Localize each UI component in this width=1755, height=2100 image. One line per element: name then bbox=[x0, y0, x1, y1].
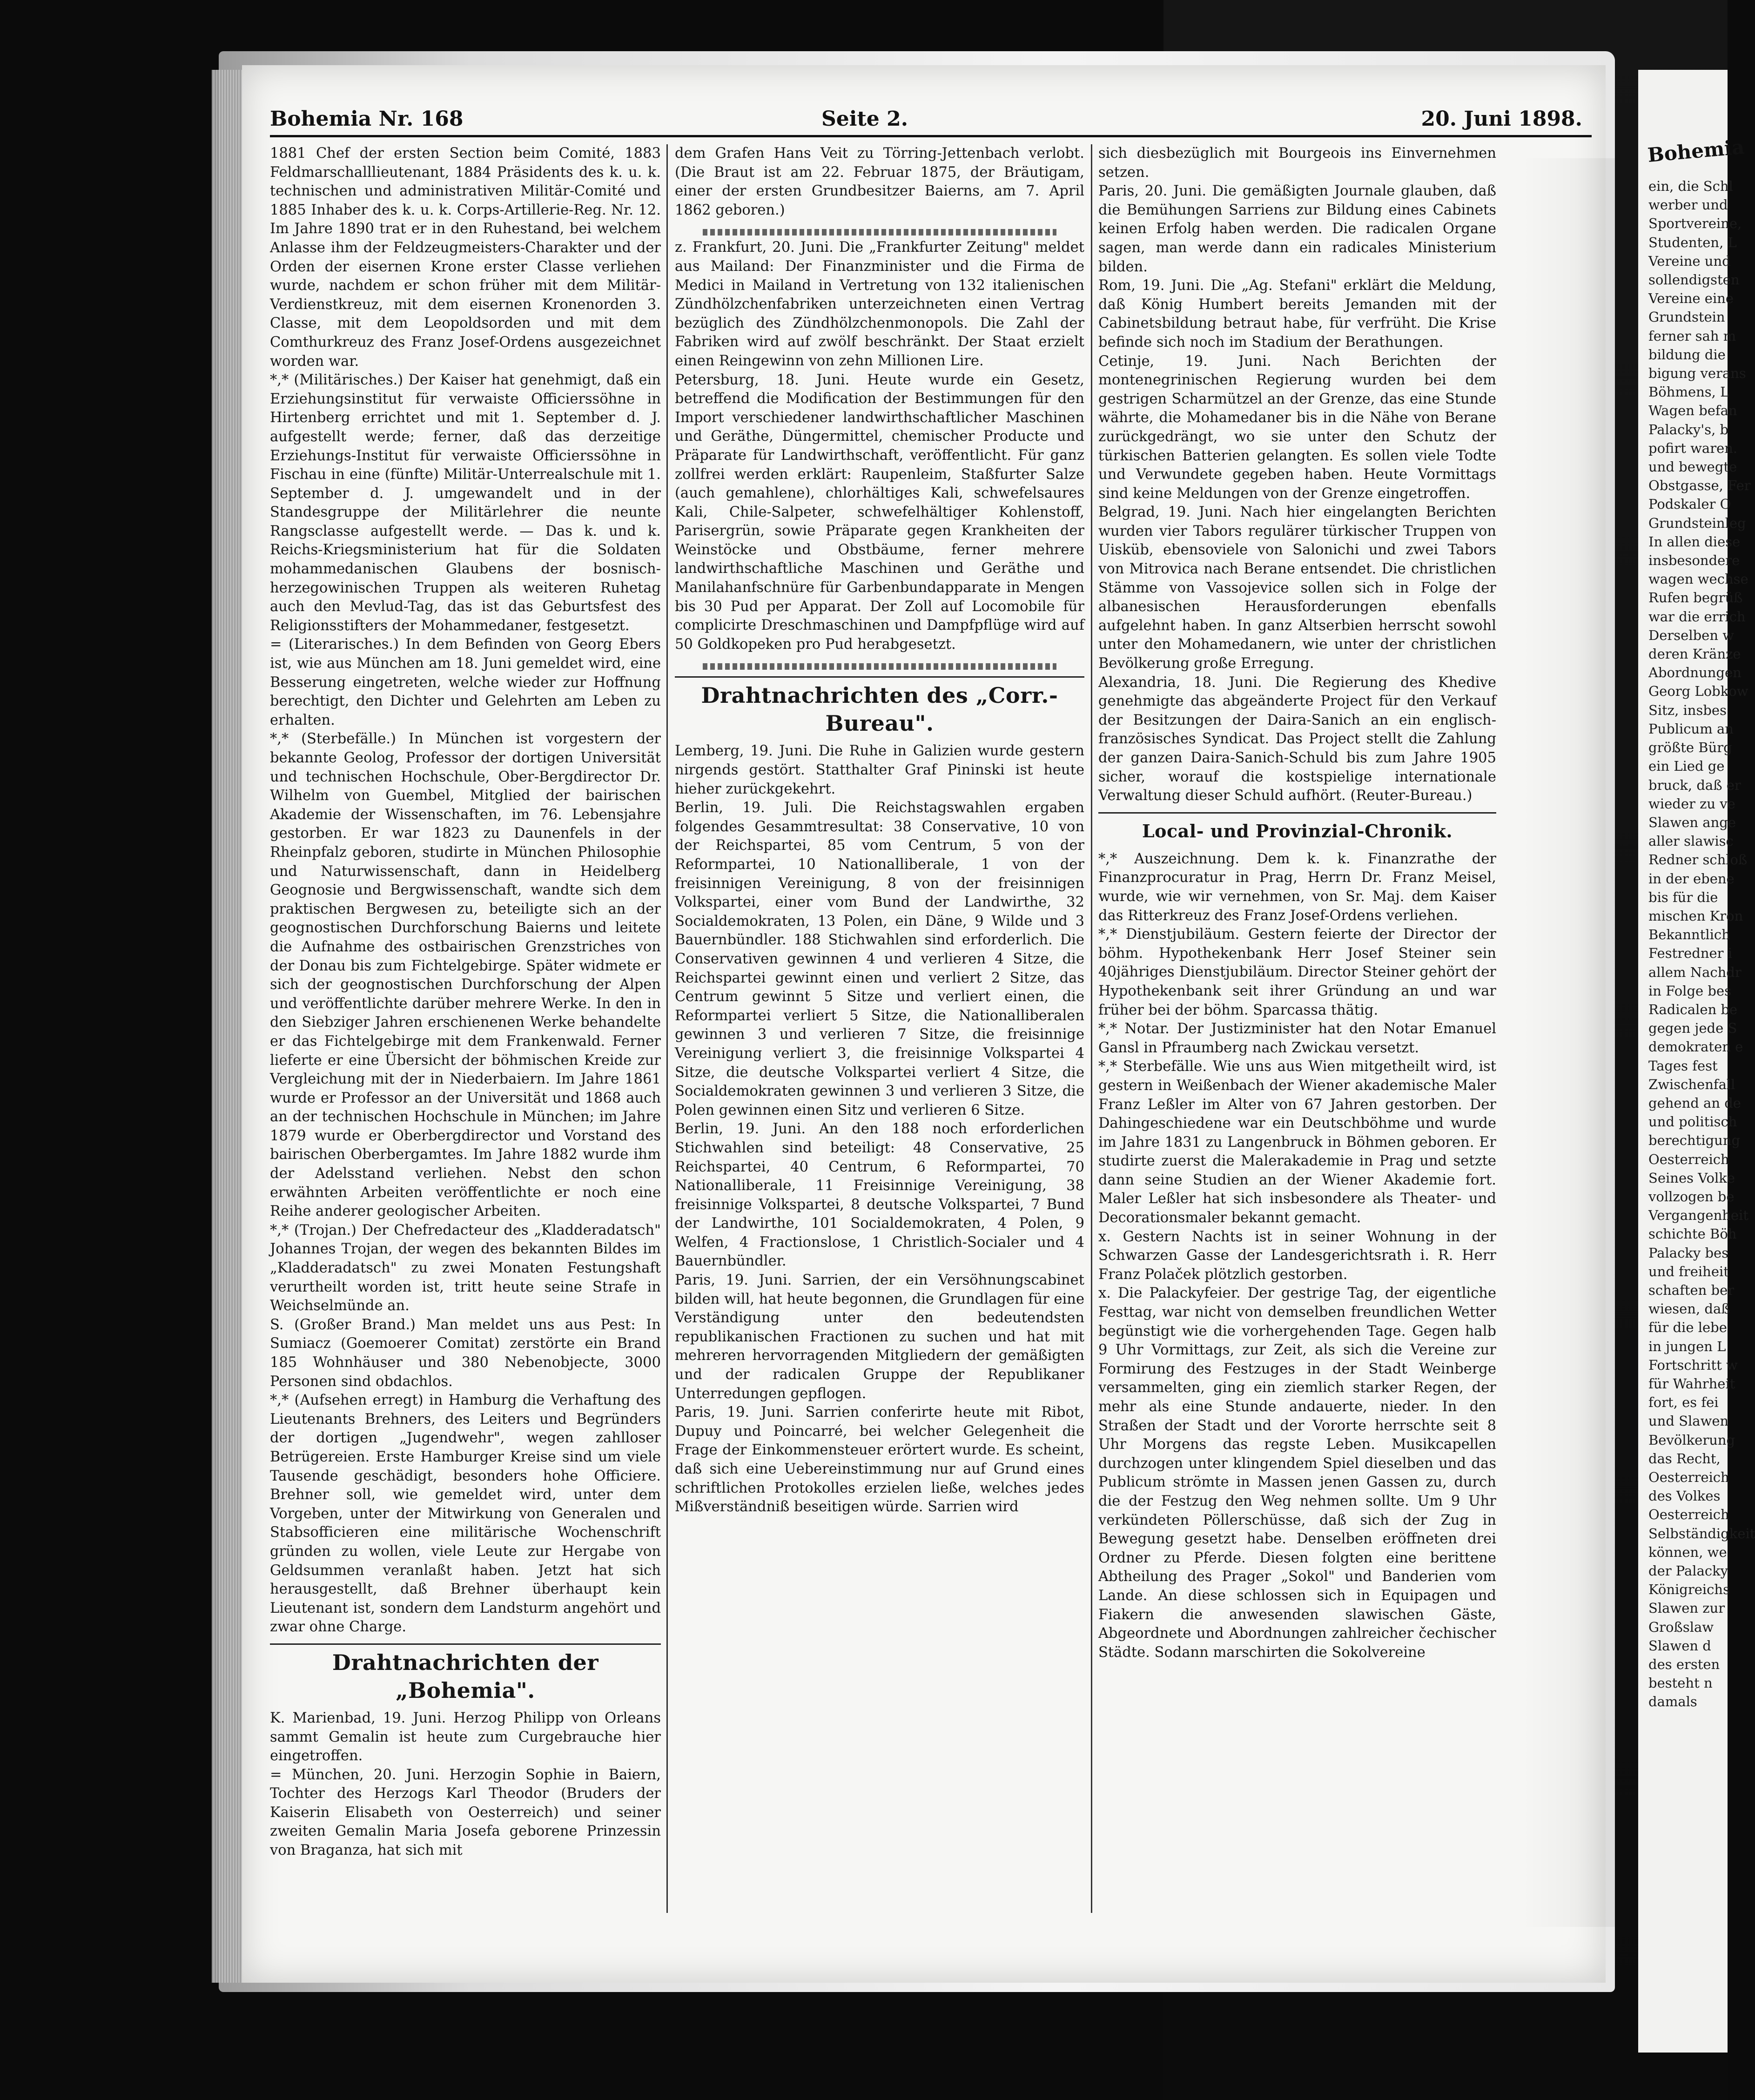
article-paragraph: sich diesbezüglich mit Bourgeois ins Einvernehmen setzen. bbox=[1098, 145, 1496, 181]
column-1 bbox=[270, 144, 661, 1941]
page-shadow bbox=[1522, 158, 1615, 1927]
page-edges bbox=[212, 70, 247, 1983]
article-paragraph: *,* (Aufsehen erregt) in Hamburg die Verhaftung des Lieutenants Brehners, des Leiters und Begründers der dortigen „Jugendwehr", wegen zahlloser Betrügereien. Erste Hamburger Kreise sind um viele Tausende geschädigt, besonders hohe Officiere. Brehner soll, wie gemeldet wird, unter dem Vorgeben, unter der Mitwirkung von Generalen und Stabsofficieren eine militärische Wochenschrift gründen zu wollen, viele Leute zur Hergabe von Geldsummen veranlaßt haben. Jetzt hat sich herausgestellt, daß Brehner überhaupt kein Lieutenant ist, sondern dem Landsturm angehört und zwar ohne Charge. bbox=[270, 1392, 661, 1636]
column-3 bbox=[1098, 144, 1496, 1941]
newspaper-page bbox=[242, 65, 1606, 1983]
article-paragraph: S. (Großer Brand.) Man meldet uns aus Pest: In Sumiacz (Goemoerer Comitat) zerstörte ein Brand 185 Wohnhäuser und 380 Nebenobjecte, 3000 Personen sind obdachlos. bbox=[270, 1316, 661, 1390]
article-paragraph: *,* (Militärisches.) Der Kaiser hat genehmigt, daß ein Erziehungsinstitut für verwaiste Officierssöhne in Hirtenberg errichtet und mit 1. September d. J. aufgestellt werde; ferner, daß das derzeitige Erziehungs-Institut für verwaiste Officierssöhne in Fischau in eine (fünfte) Militär-Unterrealschule mit 1. September d. J. umgewandelt und in der Standesgruppe der Militärlehrer die neunte Rangsclasse aufgestellt werde. — Das k. und k. Reichs-Kriegsministerium hat für die Soldaten mohammedanischen Glaubens der bosnisch-herzegowinischen Truppen als weiteren Ruhetag auch den Mevlud-Tag, das ist das Geburtsfest des Religionsstifters der Mohammedaner, festgesetzt. bbox=[270, 372, 661, 634]
section-heading: Local- und Provinzial-Chronik. bbox=[1098, 812, 1496, 845]
article-paragraph: Rom, 19. Juni. Die „Ag. Stefani" erklärt die Meldung, daß König Humbert bereits Jemanden mit der Cabinetsbildung betraut habe, für verfrüht. Die Krise befinde sich noch im Stadium der Berathungen. bbox=[1098, 277, 1496, 350]
column-divider bbox=[666, 144, 668, 1913]
article-paragraph: 1881 Chef der ersten Section beim Comité, 1883 Feldmarschalllieutenant, 1884 Präsidents des k. u. k. technischen und administrativen Militär-Comité und 1885 Inhaber des k. u. k. Corps-Artillerie-Reg. Nr. 12. Im Jahre 1890 trat er in den Ruhestand, bei welchem Anlasse ihm der Feldzeugmeisters-Charakter und der Orden der eisernen Krone erster Classe verliehen wurde, nachdem er schon früher mit dem Militär-Verdienstkreuz, mit dem eisernen Kronenorden 3. Classe, mit dem Leopoldsorden und mit dem Comthurkreuz des Franz Josef-Ordens ausgezeichnet worden war. bbox=[270, 145, 661, 370]
article-paragraph: Lemberg, 19. Juni. Die Ruhe in Galizien wurde gestern nirgends gestört. Statthalter Graf Pininski ist heute hieher zurückgekehrt. bbox=[675, 743, 1084, 797]
article-paragraph: = München, 20. Juni. Herzogin Sophie in Baiern, Tochter des Herzogs Karl Theodor (Bruders der Kaiserin Elisabeth von Oesterreich) und seiner zweiten Gemalin Maria Josefa geborene Prinzessin von Braganza, hat sich mit bbox=[270, 1766, 661, 1859]
section-heading: Drahtnachrichten der „Bohemia". bbox=[270, 1643, 661, 1704]
article-paragraph: Petersburg, 18. Juni. Heute wurde ein Gesetz, betreffend die Modification der Bestimmungen für den Import verschiedener landwirthschaftlicher Maschinen und Geräthe, Düngermittel, chemischer Producte und Präparate für Landwirthschaft, veröffentlicht. Für ganz zollfrei werden erklärt: Raupenleim, Staßfurter Salze (auch gemahlene), chlorhältiges Kali, schwefelsaures Kali, Chile-Salpeter, schwefelhältiger Kohlenstoff, Parisergrün, sowie Präparate gegen Krankheiten der Weinstöcke und Obstbäume, ferner mehrere landwirthschaftliche Maschinen und Geräthe und Manilahanfschnüre für Garbenbundapparate in Mengen bis 30 Pud per Apparat. Der Zoll auf Locomobile für complicirte Dreschmaschinen und Dampfpflüge wird auf 50 Goldkopeken pro Pud herabgesetzt. bbox=[675, 371, 1084, 653]
column-2 bbox=[675, 144, 1084, 1941]
article-paragraph: *,* Auszeichnung. Dem k. k. Finanzrathe der Finanzprocuratur in Prag, Herrn Dr. Franz Meisel, wurde, wie wir vernehmen, von Sr. Maj. dem Kaiser das Ritterkreuz des Franz Josef-Ordens verliehen. bbox=[1098, 850, 1496, 924]
article-paragraph: Berlin, 19. Juni. An den 188 noch erforderlichen Stichwahlen sind beteiligt: 48 Conservative, 25 Reichspartei, 40 Centrum, 6 Reformpartei, 70 Nationalliberale, 11 Freisinnige Vereinigung, 38 freisinnige Volkspartei, 8 deutsche Volkspartei, 7 Bund der Landwirthe, 101 Socialdemokraten, 4 Polen, 9 Welfen, 4 Fractionslose, 1 Christlich-Socialer und 4 Bauernbündler. bbox=[675, 1121, 1084, 1270]
article-paragraph: *,* (Trojan.) Der Chefredacteur des „Kladderadatsch" Johannes Trojan, der wegen des bekannten Bildes im „Kladderadatsch" zu zwei Monaten Festungshaft verurtheilt worden ist, tritt heute seine Strafe in Weichselmünde an. bbox=[270, 1222, 661, 1314]
article-paragraph: z. Frankfurt, 20. Juni. Die „Frankfurter Zeitung" meldet aus Mailand: Der Finanzminister und die Firma de Medici in Mailand in Vertretung von 132 italienischen Zündhölzchenfabriken unterzeichneten einen Vertrag bezüglich des Zündhölzchenmonopols. Die Zahl der Fabriken wird auf zwölf beschränkt. Der Staat erzielt einen Reingewinn von zehn Millionen Lire. bbox=[675, 239, 1084, 369]
column-divider bbox=[1091, 144, 1092, 1913]
article-paragraph: = (Literarisches.) In dem Befinden von Georg Ebers ist, wie aus München am 18. Juni gemeldet wird, eine Besserung eingetreten, welche wieder zur Hoffnung berechtigt, den Dichter und Gelehrten am Leben zu erhalten. bbox=[270, 636, 661, 728]
adjacent-page-header: Bohemia bbox=[1647, 135, 1746, 167]
article-paragraph: Paris, 19. Juni. Sarrien, der ein Versöhnungscabinet bilden will, hat heute begonnen, die Grundlagen für eine Verständigung unter den bedeutendsten republikanischen Fractionen zu suchen und hat mit mehreren hervorragenden Mitgliedern der gemäßigten und der radicalen Gruppe der Republikaner Unterredungen gepflogen. bbox=[675, 1272, 1084, 1402]
masthead bbox=[270, 107, 1601, 135]
separator-rule bbox=[703, 229, 1056, 236]
separator-rule bbox=[703, 663, 1056, 670]
article-paragraph: Paris, 19. Juni. Sarrien conferirte heute mit Ribot, Dupuy und Poincarré, bei welcher Gelegenheit die Frage der Einkommensteuer erörtert wurde. Es scheint, daß sich eine Uebereinstimmung nur auf Grund eines schriftlichen Protokolles erzielen ließe, welches jedes Mißverständniß beseitigen würde. Sarrien wird bbox=[675, 1404, 1084, 1515]
article-paragraph: dem Grafen Hans Veit zu Törring-Jettenbach verlobt. (Die Braut ist am 22. Februar 1875, der Bräutigam, einer der ersten Grundbesitzer Baierns, am 7. April 1862 geboren.) bbox=[675, 145, 1084, 218]
article-paragraph: K. Marienbad, 19. Juni. Herzog Philipp von Orleans sammt Gemalin ist heute zum Curgebrauche hier eingetroffen. bbox=[270, 1710, 661, 1764]
masthead-page-number: Seite 2. bbox=[821, 107, 908, 131]
masthead-date: 20. Juni 1898. bbox=[1421, 107, 1582, 131]
adjacent-page bbox=[1638, 70, 1755, 2053]
masthead-rule bbox=[270, 135, 1592, 137]
article-paragraph: *,* Notar. Der Justizminister hat den Notar Emanuel Gansl in Pfraumberg nach Zwickau versetzt. bbox=[1098, 1021, 1496, 1056]
article-paragraph: Belgrad, 19. Juni. Nach hier eingelangten Berichten wurden vier Tabors regulärer türkischer Truppen von Uisküb, ebensoviele von Salonichi und zwei Tabors von Mitrovica nach Berane entsendet. Die christlichen Stämme von Vassojevice sollen sich in Folge der albanesischen Herausforderungen ebenfalls aufgelehnt haben. In ganz Altserbien herrscht sowohl unter den Mohamedanern, wie unter der christlichen Bevölkerung große Erregung. bbox=[1098, 504, 1496, 672]
article-paragraph: *,* (Sterbefälle.) In München ist vorgestern der bekannte Geolog, Professor der dortigen Universität und technischen Hochschule, Ober-Bergdirector Dr. Wilhelm von Guembel, Mitglied der bairischen Akademie der Wissenschaften, im 76. Lebensjahre gestorben. Er war 1823 zu Daunenfels in der Rheinpfalz geboren, studirte in München Philosophie und Naturwissenschaft, dann in Heidelberg Geognosie und Bergwissenschaft, wandte sich dem praktischen Bergwesen zu, beteiligte sich an der geognostischen Durchforschung Baierns und leitete die Aufnahme des ostbairischen Grenzstriches von der Donau bis zum Fichtelgebirge. Später widmete er sich der geognostischen Durchforschung der Alpen und veröffentlichte darüber mehrere Werke. In den in den Siebziger Jahren erschienenen Werke behandelte er das Fichtelgebirge mit dem Frankenwald. Ferner lieferte er eine Übersicht der böhmischen Kreide zur Vergleichung mit der in Niederbaiern. Im Jahre 1861 wurde er Professor an der Universität und 1868 auch an der technischen Hochschule in München; im Jahre 1879 wurde er Oberbergdirector und Vorstand des bairischen Oberbergamtes. Im Jahre 1882 wurde ihm der Adelsstand verliehen. Nebst den schon erwähnten Arbeiten veröffentlichte er noch eine Reihe anderer geologischer Arbeiten. bbox=[270, 731, 661, 1220]
article-paragraph: x. Gestern Nachts ist in seiner Wohnung in der Schwarzen Gasse der Landesgerichtsrath i. R. Herr Franz Polaček plötzlich gestorben. bbox=[1098, 1228, 1496, 1283]
article-paragraph: Alexandria, 18. Juni. Die Regierung des Khedive genehmigte das abgeänderte Project für den Verkauf der Besitzungen der Daira-Sanich an ein englisch-französisches Syndicat. Das Project stellt die Zahlung der ganzen Daira-Sanich-Schuld bis zum Jahre 1905 sicher, worauf die kostspielige internationale Verwaltung dieser Schuld aufhört. (Reuter-Bureau.) bbox=[1098, 674, 1496, 804]
article-paragraph: Berlin, 19. Juli. Die Reichstagswahlen ergaben folgendes Gesammtresultat: 38 Conservative, 10 von der Reichspartei, 85 vom Centrum, 5 von der Reformpartei, 10 Nationalliberale, 1 von der freisinnigen Vereinigung, 8 von der freisinnigen Volkspartei, einer vom Bund der Landwirthe, 32 Socialdemokraten, 13 Polen, ein Däne, 9 Wilde und 3 Bauernbündler. 188 Stichwahlen sind erforderlich. Die Conservativen gewinnen 4 und verlieren 4 Sitze, die Reichspartei gewinnt einen und verliert 2 Sitze, das Centrum gewinnt 5 Sitze und verliert einen, die Reformpartei verliert 5 Sitze, die Nationalliberalen gewinnen 3 und verlieren 7 Sitze, die freisinnige Vereinigung verliert 3, die freisinnige Volkspartei 4 Sitze, die deutsche Volkspartei verliert 4 Sitze, die Socialdemokraten gewinnen 3 und verlieren 3 Sitze, die Polen gewinnen einen Sitz und verlieren 6 Sitze. bbox=[675, 800, 1084, 1118]
masthead-title: Bohemia Nr. 168 bbox=[270, 107, 464, 131]
article-paragraph: *,* Sterbefälle. Wie uns aus Wien mitgetheilt wird, ist gestern in Weißenbach der Wiener akademische Maler Franz Leßler im Alter von 67 Jahren gestorben. Der Dahingeschiedene war ein Deutschböhme und wurde im Jahre 1831 zu Langenbruck in Böhmen geboren. Er studirte zuerst die Malerakademie in Prag und setzte dann seine Studien an der Wiener Akademie fort. Maler Leßler hat sich insbesondere als Theater- und Decorationsmaler bekannt gemacht. bbox=[1098, 1058, 1496, 1226]
adjacent-page-text: ein, die Schl werber und Sportvereine, Studenten, L Vereine und sollendigsten Vereine eine Grundstein ferner sah m bildung die bigung verans Böhmens, L Wagen befan Palacky's, b pofirt waren. und bewegte Obstgasse, Fer Podskaler O Grundsteinleg In allen diese insbesondere wagen wechse Rufen begrüß war die errich Derselben w deren Kränze Abordnungen Georg Lobkow Sitz, insbes Publicum an größte Bürg ein Lied ge bruck, daß er wieder zu ve Slawen ange aller slawisc Redner schloß in der ebene bis für die mischen Kron Bekanntlich Festredner i allem Nachdr in Folge bes Radicalen be gegen jede S demokraten e Tages fest Zwischenfall gehend an de und politisch berechtigung Oesterreich Seines Volke vollzogen be Vergangenheit schichte Böh Palacky bes und freiheit schaften ber wiesen, daß für die lebe in jungen L Fortschritt w für Wahrheit fort, es fei und Slawen Bevölkerung das Recht, Oesterreich des Volkes Oesterreich Selbständigkeit können, we der Palacky Königreichs Slawen zur Großslaw Slawen d des ersten besteht n damals bbox=[1648, 178, 1755, 1710]
article-paragraph: *,* Dienstjubiläum. Gestern feierte der Director der böhm. Hypothekenbank Herr Josef Steiner sein 40jähriges Dienstjubiläum. Director Steiner gehört der Hypothekenbank seit ihrer Gründung an und war früher bei der böhm. Sparcassa thätig. bbox=[1098, 926, 1496, 1018]
article-paragraph: Paris, 20. Juni. Die gemäßigten Journale glauben, daß die Bemühungen Sarriens zur Bildung eines Cabinets keinen Erfolg haben werden. Die radicalen Organe sagen, man werde dann ein radicales Ministerium bilden. bbox=[1098, 183, 1496, 275]
article-paragraph: x. Die Palackyfeier. Der gestrige Tag, der eigentliche Festtag, war nicht von demselben freundlichen Wetter begünstigt wie die vorhergehenden Tage. Gegen halb 9 Uhr Vormittags, zur Zeit, als sich die Vereine zur Formirung des Festzuges in der Stadt Weinberge versammelten, ging ein ziemlich starker Regen, der mehr als eine Stunde andauerte, nieder. In den Straßen der Stadt und der Vororte herrschte seit 8 Uhr Morgens das regste Leben. Musikcapellen durchzogen unter klingendem Spiel dieselben und das Publicum strömte in Massen jenen Gassen zu, durch die der Festzug den Weg nehmen sollte. Um 9 Uhr verkündeten Pöllerschüsse, daß sich der Zug in Bewegung gesetzt habe. Denselben eröffneten drei Ordner zu Pferde. Diesen folgten eine berittene Abtheilung des Prager „Sokol" und Banderien vom Lande. An diese schlossen sich in Equipagen und Fiakern die anwesenden slawischen Gäste, Abgeordnete und Abordnungen zahlreicher čechischer Städte. Sodann marschirten die Sokolvereine bbox=[1098, 1285, 1496, 1661]
section-heading: Drahtnachrichten des „Corr.-Bureau". bbox=[675, 676, 1084, 737]
article-paragraph: Cetinje, 19. Juni. Nach Berichten der montenegrinischen Regierung wurden bei dem gestrigen Scharmützel an der Grenze, das eine Stunde währte, die Mohamedaner bis in die Nähe von Berane zurückgedrängt, wo sie unter den Schutz der türkischen Batterien gelangten. Es sollen viele Todte und Verwundete gegeben haben. Heute Vormittags sind keine Meldungen von der Grenze eingetroffen. bbox=[1098, 353, 1496, 502]
